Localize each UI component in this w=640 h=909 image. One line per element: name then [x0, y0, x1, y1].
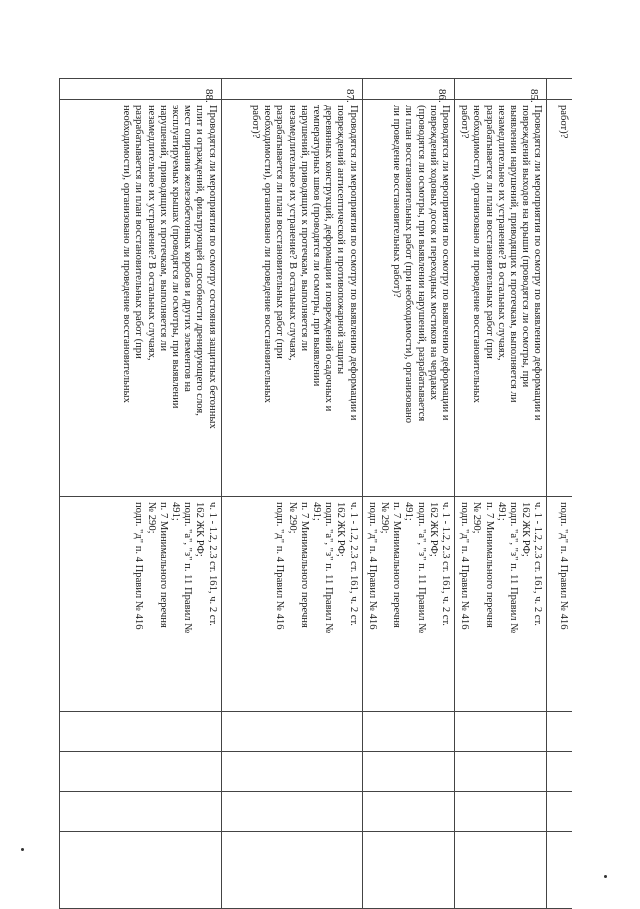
question-line: повреждений ходовых досок и переходных мостиков на чердаках	[427, 105, 439, 401]
comment-cell	[362, 832, 454, 909]
references-cell	[547, 497, 572, 712]
references-cell	[59, 497, 221, 712]
reference-line: подп. "д" п. 4 Правил № 416	[133, 502, 145, 630]
reference-line: подп. "а", "з" п. 11 Правил №	[508, 502, 520, 634]
question-cell	[59, 100, 221, 497]
question-line: деревянных конструкций, деформации и повреждений осадочных и	[323, 105, 335, 412]
question-line: плит и ограждений, фильтрующей способности дренирующего слоя,	[194, 105, 206, 416]
question-line: разрабатывается ли план восстановительных работ (при	[274, 105, 286, 359]
answer-na-cell	[455, 792, 547, 832]
reference-line: ч. 1 - 1.2, 2.3 ст. 161, ч. 2 ст.	[440, 502, 452, 626]
scan-speck	[21, 848, 24, 851]
question-line: Проводятся ли мероприятия по осмотру по выявлению деформации и	[347, 105, 359, 421]
question-line: незамедлительное их устранение? В остальных случаях,	[145, 105, 157, 361]
reference-line: п. 7 Минимального перечня	[483, 502, 495, 628]
question-line: температурных швов (проводятся ли осмотры, при выявлении	[311, 105, 323, 387]
references-cell	[455, 497, 547, 712]
question-line: ли проведение восстановительных работ)?	[391, 105, 403, 298]
comment-cell	[221, 832, 362, 909]
question-line: ли план восстановительных работ (при необходимости), организовано	[403, 105, 415, 424]
question-line: разрабатывается ли план восстановительных работ (при	[133, 105, 145, 359]
question-line: эксплуатируемых крышах (проводятся ли осмотры, при выявлении	[170, 105, 182, 409]
question-line: необходимости), организовано ли проведение восстановительных	[262, 105, 274, 403]
question-line: нарушений, приводящих к протечкам, выполняется ли	[298, 105, 310, 351]
question-line: разрабатывается ли план восстановительных работ (при	[483, 105, 495, 359]
question-line: мест опирания железобетонных коробов и других элементов на	[182, 105, 194, 392]
question-line: незамедлительное их устранение? В остальных случаях,	[495, 105, 507, 361]
question-line: работ)?	[459, 105, 471, 139]
answer-yes-cell	[455, 712, 547, 752]
row-number	[547, 79, 572, 100]
question-line: Проводятся ли мероприятия по осмотру по выявлению деформации и	[440, 105, 452, 421]
reference-line: подп. "д" п. 4 Правил № 416	[459, 502, 471, 630]
question-line: повреждений выходов на крыши (проводятся ли осмотры, при	[520, 105, 532, 388]
reference-line: 162 ЖК РФ;	[335, 502, 347, 557]
question-cell	[455, 100, 547, 497]
reference-line: подп. "а", "з" п. 11 Правил №	[182, 502, 194, 634]
answer-yes-cell	[547, 712, 572, 752]
row-number: 86.	[362, 79, 454, 100]
comment-cell	[547, 832, 572, 909]
reference-line: ч. 1 - 1.2, 2.3 ст. 161, ч. 2 ст.	[347, 502, 359, 626]
answer-no-cell	[221, 752, 362, 792]
reference-line: подп. "а", "з" п. 11 Правил №	[323, 502, 335, 634]
question-line: выявлении нарушений, приводящих к протечкам, выполняется ли	[508, 105, 520, 403]
table-row	[455, 79, 547, 909]
answer-no-cell	[455, 752, 547, 792]
reference-line: 491;	[170, 502, 182, 521]
reference-line: подп. "д" п. 4 Правил № 416	[366, 502, 378, 630]
references-cell	[362, 497, 454, 712]
reference-line: подп. "д" п. 4 Правил № 416	[274, 502, 286, 630]
scan-speck	[604, 875, 607, 878]
question-line: (проводятся ли осмотры, при выявлении нарушений, разрабатывается	[415, 105, 427, 422]
reference-line: подп. "а", "з" п. 11 Правил №	[415, 502, 427, 634]
reference-line: № 290;	[145, 502, 157, 534]
reference-line: п. 7 Минимального перечня	[298, 502, 310, 628]
comment-cell	[59, 832, 221, 909]
row-number: 88.	[59, 79, 221, 100]
reference-line: № 290;	[471, 502, 483, 534]
table-row	[547, 79, 572, 909]
reference-line: 162 ЖК РФ;	[520, 502, 532, 557]
answer-yes-cell	[221, 712, 362, 752]
table-row	[59, 79, 221, 909]
reference-line: 491;	[403, 502, 415, 521]
reference-line: ч. 1 - 1.2, 2.3 ст. 161, ч. 2 ст.	[206, 502, 218, 626]
question-line: необходимости), организовано ли проведение восстановительных	[121, 105, 133, 403]
question-line: работ)?	[250, 105, 262, 139]
references-cell	[221, 497, 362, 712]
reference-line: № 290;	[286, 502, 298, 534]
reference-line: п. 7 Минимального перечня	[157, 502, 169, 628]
question-cell	[547, 100, 572, 497]
answer-na-cell	[59, 792, 221, 832]
question-cell	[221, 100, 362, 497]
question-line: повреждений антисептической и противопожарной защиты	[335, 105, 347, 375]
question-line: необходимости), организовано ли проведение восстановительных	[471, 105, 483, 403]
reference-line: 491;	[311, 502, 323, 521]
row-number: 87.	[221, 79, 362, 100]
answer-na-cell	[221, 792, 362, 832]
answer-yes-cell	[362, 712, 454, 752]
question-cell	[362, 100, 454, 497]
reference-line: 491;	[495, 502, 507, 521]
comment-cell	[455, 832, 547, 909]
question-line: работ)?	[558, 105, 569, 139]
question-line: нарушений, приводящих к протечкам, выполняется ли	[157, 105, 169, 351]
reference-line: 162 ЖК РФ;	[427, 502, 439, 557]
row-number: 85.	[455, 79, 547, 100]
question-line: Проводятся ли мероприятия по осмотру по выявлению деформации и	[532, 105, 544, 421]
answer-yes-cell	[59, 712, 221, 752]
checklist-table	[59, 78, 572, 909]
table-row	[221, 79, 362, 909]
checklist-rows	[59, 79, 572, 909]
reference-line: 162 ЖК РФ;	[194, 502, 206, 557]
reference-line: ч. 1 - 1.2, 2.3 ст. 161, ч. 2 ст.	[532, 502, 544, 626]
answer-no-cell	[547, 752, 572, 792]
reference-line: № 290;	[379, 502, 391, 534]
reference-line: п. 7 Минимального перечня	[391, 502, 403, 628]
answer-no-cell	[362, 752, 454, 792]
reference-line: подп. "д" п. 4 Правил № 416	[558, 502, 569, 630]
question-line: незамедлительное их устранение? В остальных случаях,	[286, 105, 298, 361]
question-line: Проводятся ли мероприятия по осмотру состояния защитных бетонных	[206, 105, 218, 429]
table-row	[362, 79, 454, 909]
answer-na-cell	[547, 792, 572, 832]
answer-no-cell	[59, 752, 221, 792]
answer-na-cell	[362, 792, 454, 832]
